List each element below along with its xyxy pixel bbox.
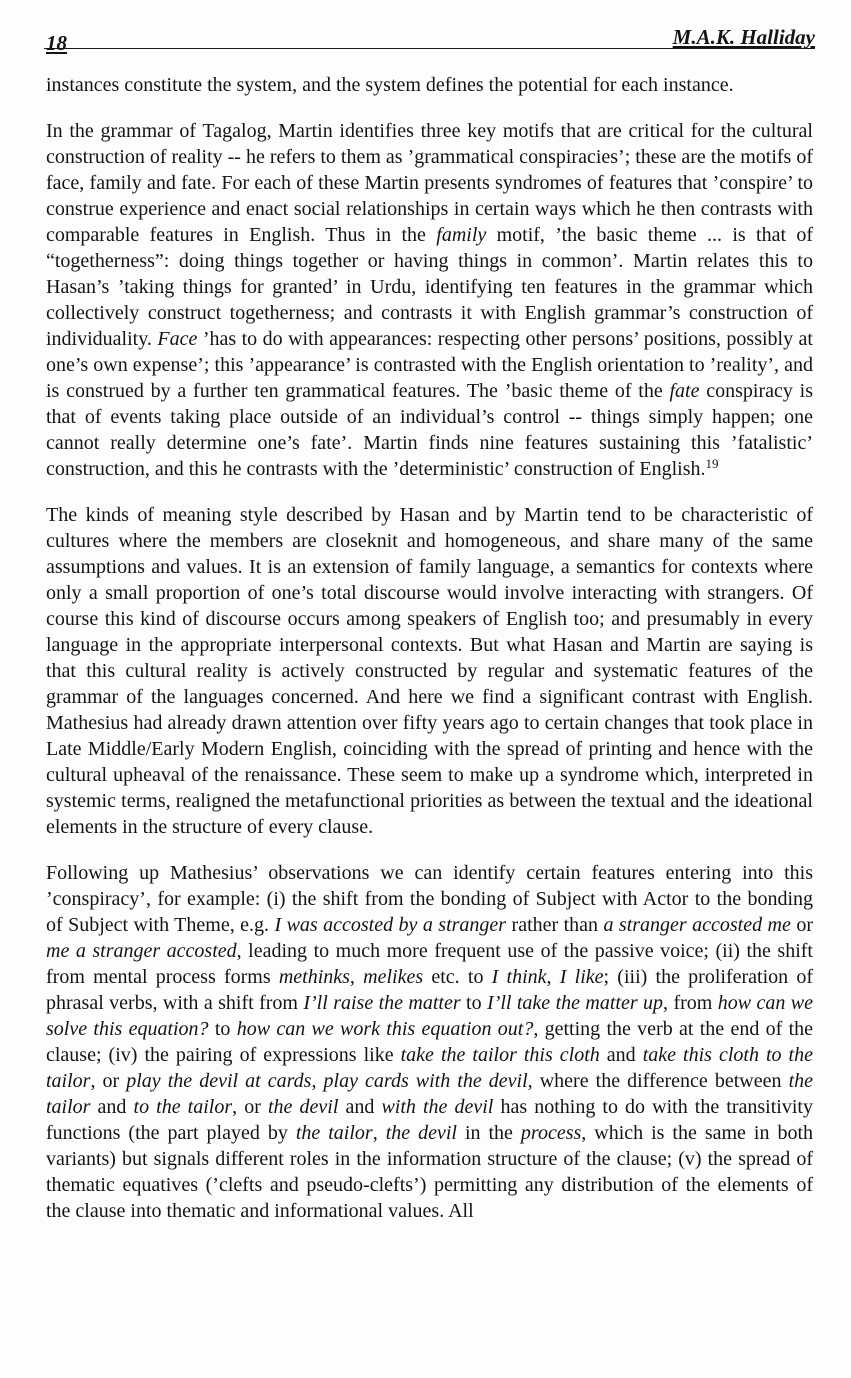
italic-run: play the devil at cards [126,1070,312,1092]
italic-run: to the tailor [133,1096,233,1118]
italic-run: melikes [363,966,424,988]
italic-run: I think [491,966,547,988]
body-text [46,72,813,1224]
text-run: The kinds of meaning style described by Hasan and by Martin tend to be characteristic of cultures where the members are closeknit and homogeneous, and share many of the same assumptions and values. It is an extension of family language, a semantics for contexts where only a small proportion of one’s total discourse would involve interacting with strangers. Of course this kind of discourse occurs among speakers of English too; and presumably in every language in the appropriate interpersonal contexts. But what Hasan and Martin are saying is that this cultural reality is actively constructed by regular and systematic features of the grammar of the languages concerned. And here we find a significant contrast with English. Mathesius had already drawn attention over fifty years ago to certain changes that took place in Late Middle/Early Modern English, coinciding with the spread of printing and hence with the cultural upheaval of the renaissance. These seem to make up a syndrome which, interpreted in systemic terms, realigned the metafunctional priorities as between the textual and the ideational elements in the structure of every clause. [46,504,813,838]
italic-run: a stranger accosted me [603,914,791,936]
italic-run: how can we work this equation out? [236,1018,534,1040]
italic-run: me a stranger accosted [46,940,237,962]
text-run: , which is the same in both variants) but signals different roles in the information structure of the clause; (v) the spread of thematic equatives (’clefts and pseudo-clefts’) permitting any distribution of the elements of the clause into thematic and informational values. All [46,1122,814,1222]
text-run: and [338,1096,382,1118]
italic-run: take this cloth to the tailor [46,1044,813,1092]
text-run: has nothing to do with the transitivity functions (the part played by [46,1096,813,1144]
italic-run: the tailor [295,1122,373,1144]
footnote-marker: 19 [705,456,719,471]
text-run: ’has to do with appearances: respecting other persons’ positions, possibly at one’s own expense’; this ’appearance’ is contrasted with the English orientation to ’reality’, and is construed by a further ten grammatical features. The ’basic theme of the [46,328,813,402]
italic-run: fate [669,380,700,402]
italic-run: I like [559,966,604,988]
text-run: Following up Mathesius’ observations we can identify certain features entering into this ’conspiracy’, for example: (i) the shift from the bonding of Subject with Actor to the bonding of Subject with Theme, e.g. [46,862,813,936]
text-run: rather than [506,914,604,936]
italic-run: I was accosted by a stranger [274,914,507,936]
italic-run: process [520,1122,582,1144]
text-run: and [90,1096,134,1118]
text-run: , where the difference between [527,1070,789,1092]
page-header [44,14,815,55]
italic-run: family [436,224,487,246]
italic-run: Face [157,328,198,350]
text-run: in the [456,1122,521,1144]
text-run: In the grammar of Tagalog, Martin identifies three key motifs that are critical for the cultural construction of reality -- he refers to them as ’grammatical conspiracies’; these are the motifs of face, family and fate. For each of these Martin presents syndromes of features that ’conspire’ to construe experience and enact social relationships in certain ways which he then contrasts with comparable features in English. Thus in the [46,120,813,246]
italic-run: with the devil [381,1096,494,1118]
text-run: ; (iii) the proliferation of phrasal verbs, with a shift from [46,966,814,1014]
text-run: etc. to [423,966,492,988]
text-run: , [372,1122,386,1144]
paragraph-2 [46,118,813,482]
text-run: , from [663,992,718,1014]
text-run: conspiracy is that of events taking place outside of an individual’s control -- things simply happen; one cannot really determine one’s fate’. Martin finds nine features sustaining this ’fatalistic’ construction, and this he contrasts with the ’deterministic’ construction of English. [46,380,813,480]
text-run: , or [232,1096,268,1118]
paragraph-4 [46,860,813,1224]
text-run: , [311,1070,324,1092]
italic-run: take the tailor this cloth [400,1044,600,1066]
italic-run: play cards with the devil [323,1070,528,1092]
text-run: , leading to much more frequent use of the passive voice; (ii) the shift from mental process forms [46,940,813,988]
italic-run: I’ll raise the matter [303,992,461,1014]
text-run: instances constitute the system, and the system defines the potential for each instance. [46,74,734,96]
text-run: to [208,1018,237,1040]
italic-run: the tailor [46,1070,813,1118]
paragraph-3 [46,502,813,840]
text-run: to [460,992,488,1014]
italic-run: I’ll take the matter up [487,992,664,1014]
text-run: or [790,914,813,936]
italic-run: the devil [267,1096,339,1118]
paragraph-1 [46,72,813,98]
text-run: , getting the verb at the end of the clause; (iv) the pairing of expressions like [46,1018,813,1066]
page-number: 18 [46,31,67,55]
running-head-author: M.A.K. Halliday [672,25,815,49]
text-run: , [349,966,364,988]
italic-run: the devil [385,1122,457,1144]
text-run: and [599,1044,643,1066]
italic-run: how can we solve this equation? [46,992,813,1040]
text-run: motif, ’the basic theme ... is that of “togetherness”: doing things together or having things in common’. Martin relates this to Hasan’s ’taking things for granted’ in Urdu, identifying ten features in the grammar which collectively construct togetherness; and contrasts it with English grammar’s construction of individuality. [46,224,814,350]
italic-run: methinks [278,966,350,988]
text-run: , or [90,1070,127,1092]
text-run: , [546,966,560,988]
